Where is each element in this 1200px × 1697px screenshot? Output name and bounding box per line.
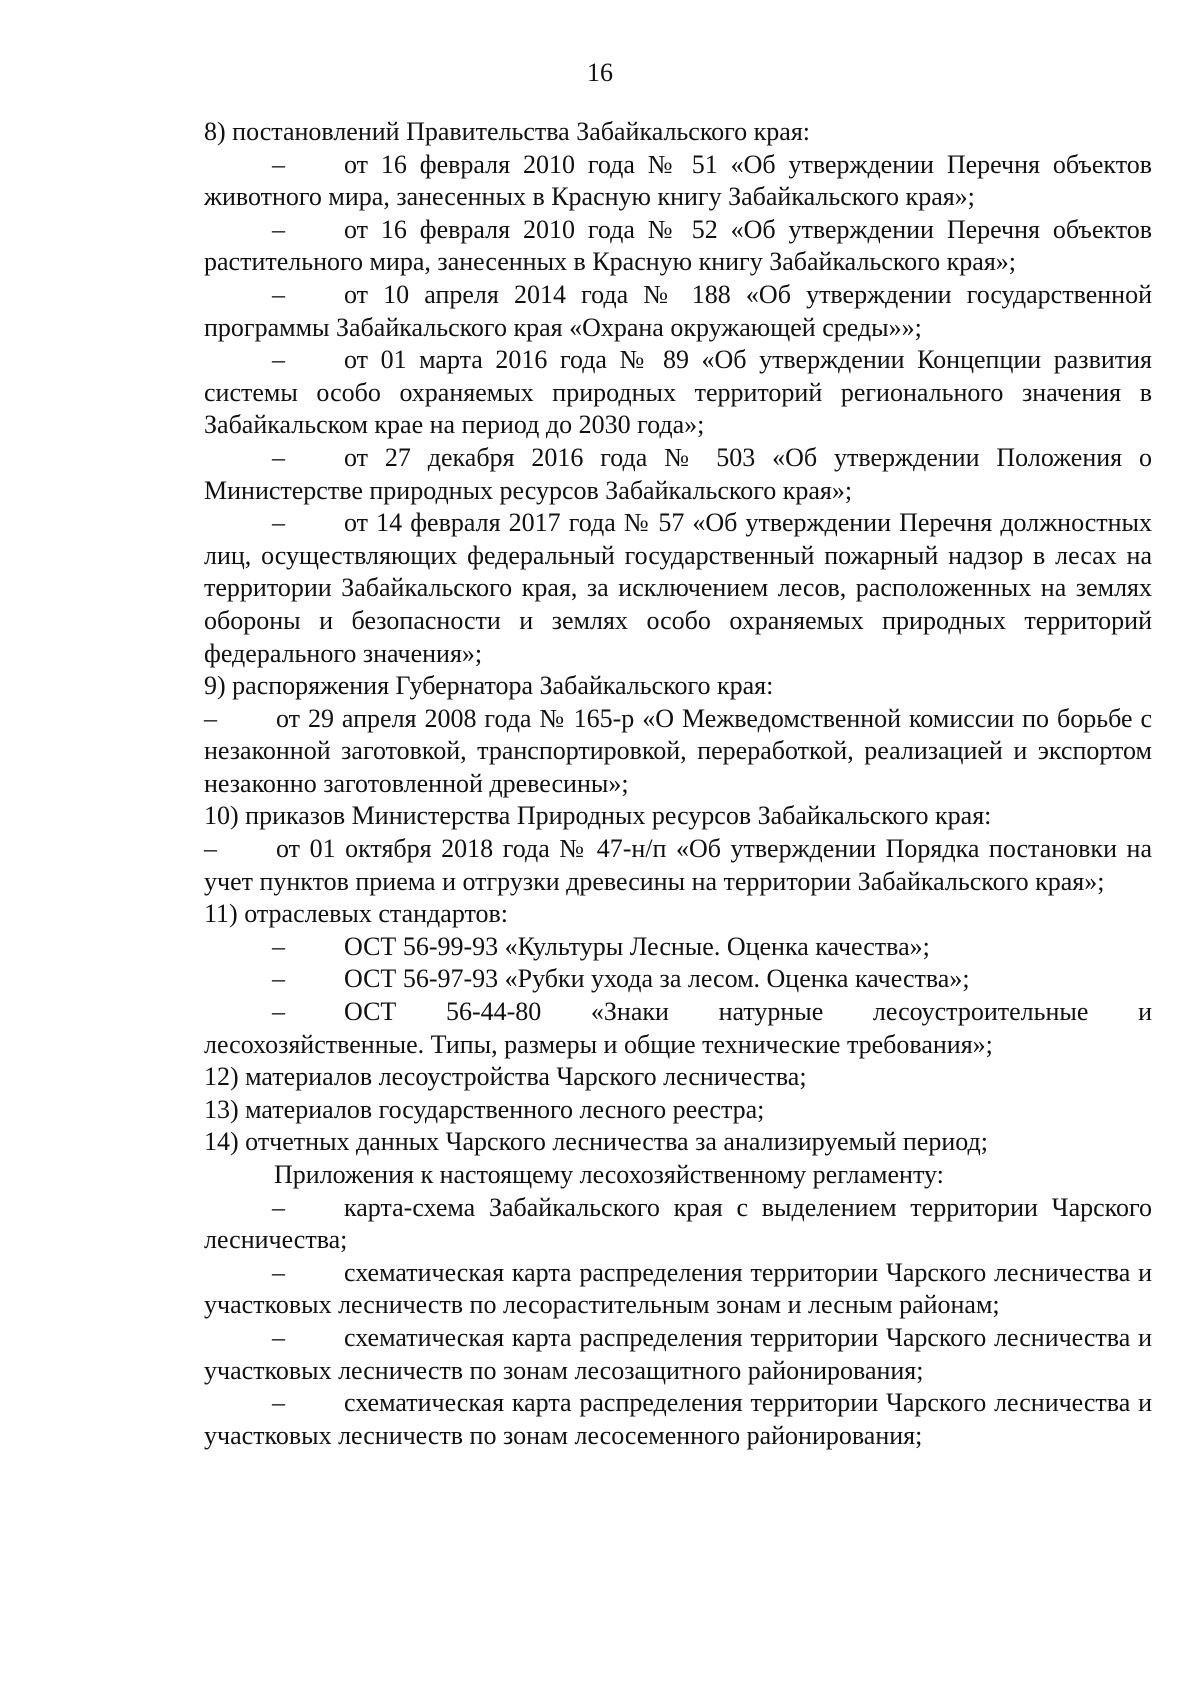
dash-bullet: – (272, 442, 285, 472)
list-item-text: ОСТ 56-97-93 «Рубки ухода за лесом. Оценка качества»; (344, 964, 970, 994)
list-item (204, 996, 1152, 1061)
list-item-text: схематическая карта распределения территории Чарского лесничества и участковых лесничеств по зонам лесосеменного районирования; (204, 1388, 1152, 1450)
list-item-text: от 27 декабря 2016 года № 503 «Об утверждении Положения о Министерстве природных ресурсов Забайкальского края»; (204, 442, 1152, 505)
numbered-heading: 8) постановлений Правительства Забайкальского края: (204, 117, 811, 146)
list-item (204, 344, 1152, 442)
list-item (204, 1192, 1152, 1257)
list-item-text: от 01 марта 2016 года № 89 «Об утверждении Концепции развития системы особо охраняемых природных территорий регионального значения в Забайкальском крае на период до 2030 года»; (204, 345, 1152, 440)
list-item-text: карта-схема Забайкальского края с выделением территории Чарского лесничества; (204, 1192, 1152, 1255)
list-item-text: от 14 февраля 2017 года № 57 «Об утверждении Перечня должностных лиц, осуществляющих федеральный государственный пожарный надзор в лесах на территории Забайкальского края, за исключением лесов, расположенных на землях обороны и безопасности и землях особо охраняемых природных территорий федерального значения»; (204, 508, 1152, 668)
dash-bullet: – (204, 834, 217, 864)
list-item (204, 833, 1152, 898)
list-item (204, 442, 1152, 507)
dash-bullet: – (272, 345, 285, 375)
dash-bullet: – (272, 1192, 285, 1222)
numbered-heading: 12) материалов лесоустройства Чарского лесничества; (204, 1062, 807, 1092)
list-item-text: схематическая карта распределения территории Чарского лесничества и участковых лесничеств по зонам лесозащитного районирования; (204, 1322, 1152, 1385)
dash-bullet: – (272, 931, 285, 961)
dash-bullet: – (272, 1388, 285, 1418)
numbered-heading: 10) приказов Министерства Природных ресурсов Забайкальского края: (204, 801, 992, 831)
list-item-text: схематическая карта распределения территории Чарского лесничества и участковых лесничеств по лесорастительным зонам и лесным районам; (204, 1257, 1152, 1320)
numbered-heading: 9) распоряжения Губернатора Забайкальского края: (204, 671, 774, 701)
dash-bullet: – (272, 508, 285, 538)
list-item (204, 703, 1152, 801)
list-item-text: от 29 апреля 2008 года № 165-р «О Межведомственной комиссии по борьбе с незаконной заготовкой, транспортировкой, переработкой, реализацией и экспортом незаконно заготовленной древесины»; (204, 703, 1152, 798)
numbered-heading: 13) материалов государственного лесного реестра; (204, 1094, 765, 1124)
list-item (204, 1322, 1152, 1387)
dash-bullet: – (272, 279, 285, 309)
list-item-text: ОСТ 56-44-80 «Знаки натурные лесоустроительные и лесохозяйственные. Типы, размеры и общие технические требования»; (204, 997, 1152, 1059)
list-item (204, 279, 1152, 344)
numbered-heading: 11) отраслевых стандартов: (204, 899, 508, 929)
dash-bullet: – (204, 703, 217, 733)
list-item-text: от 01 октября 2018 года № 47-н/п «Об утверждении Порядка постановки на учет пунктов приема и отгрузки древесины на территории Забайкальского края»; (204, 834, 1152, 896)
dash-bullet: – (272, 964, 285, 994)
dash-bullet: – (272, 1322, 285, 1352)
list-item (204, 149, 1152, 214)
dash-bullet: – (272, 997, 285, 1027)
list-item-text: от 10 апреля 2014 года № 188 «Об утверждении государственной программы Забайкальского края «Охрана окружающей среды»»; (204, 279, 1152, 342)
list-item (204, 507, 1152, 670)
list-item-text: от 16 февраля 2010 года № 51 «Об утверждении Перечня объектов животного мира, занесенных в Красную книгу Забайкальского края»; (204, 149, 1152, 212)
dash-bullet: – (272, 1257, 285, 1287)
list-item (204, 214, 1152, 279)
list-item (204, 963, 1152, 996)
list-item-text: ОСТ 56-99-93 «Культуры Лесные. Оценка качества»; (344, 931, 930, 961)
dash-bullet: – (272, 214, 285, 244)
paragraph: Приложения к настоящему лесохозяйственному регламенту: (274, 1160, 944, 1189)
page-number: 16 (587, 58, 613, 87)
list-item-text: от 16 февраля 2010 года № 52 «Об утверждении Перечня объектов растительного мира, занесенных в Красную книгу Забайкальского края»; (204, 214, 1152, 277)
list-item (204, 931, 1152, 964)
document-body (204, 116, 1152, 1452)
list-item (204, 1387, 1152, 1452)
list-item (204, 1257, 1152, 1322)
dash-bullet: – (272, 149, 285, 179)
numbered-heading: 14) отчетных данных Чарского лесничества за анализируемый период; (204, 1127, 988, 1157)
